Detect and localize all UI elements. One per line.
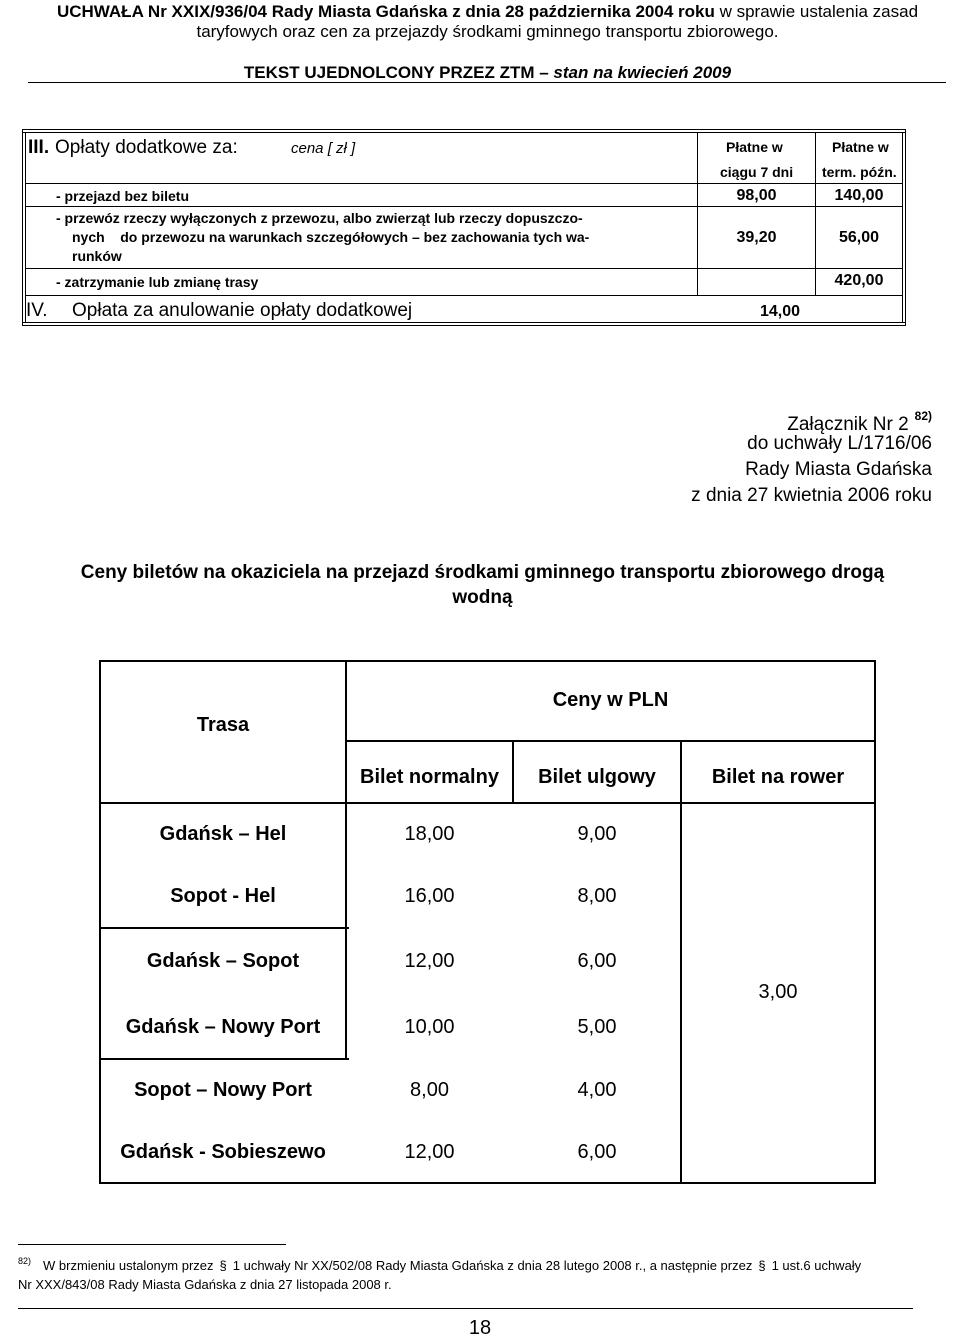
footnote-mark: 82) <box>18 1256 32 1266</box>
fee-col-sep-1 <box>697 132 698 295</box>
fee-row-value-late: 420,00 <box>834 272 884 289</box>
document-header-line1 <box>20 2 955 22</box>
resolution-subject: w sprawie ustalenia zasad <box>714 2 919 21</box>
row-normal-price: 8,00 <box>410 1079 449 1101</box>
attachment-date: z dnia 27 kwietnia 2006 roku <box>691 485 932 506</box>
fee-table-border-bottom <box>22 325 906 326</box>
col-header-route: Trasa <box>196 714 250 736</box>
row-normal-price: 12,00 <box>404 1141 455 1163</box>
fee-row-label: - zatrzymanie lub zmianę trasy <box>56 274 259 290</box>
body-row-separator-2 <box>99 1058 349 1060</box>
row-reduced-price: 8,00 <box>577 885 617 907</box>
footnote-text-3: 1 ust.6 uchwały <box>771 1258 862 1273</box>
fee-table-border-top <box>22 129 906 130</box>
fee-row-label-line2: nych do przewozu na warunkach szczegółowych – bez zachowania tych wa- <box>72 229 590 245</box>
body-col-separator-2 <box>345 927 347 1060</box>
fee-row-value-late: 56,00 <box>838 229 880 246</box>
prices-title <box>10 560 955 610</box>
row-reduced-price: 6,00 <box>577 1141 617 1163</box>
table-border-bottom <box>99 1182 876 1184</box>
attachment-resolution: do uchwały L/1716/06 <box>747 433 932 454</box>
col-header-normal: Bilet normalny <box>360 766 499 788</box>
fee-row-sep-1 <box>26 183 903 184</box>
table-border-left <box>99 660 101 1184</box>
footnote <box>18 1252 958 1294</box>
attachment-council: Rady Miasta Gdańska <box>745 459 932 480</box>
fee-section-number: III. <box>28 137 50 158</box>
row-route: Gdańsk - Sobieszewo <box>120 1141 326 1163</box>
fee-table-border-right <box>905 129 906 326</box>
row-reduced-price: 6,00 <box>577 950 617 972</box>
prices-title-line1: Ceny biletów na okaziciela na przejazd środkami gminnego transportu zbiorowego drogą <box>80 562 885 583</box>
fee-section4-number: IV. <box>26 300 48 321</box>
col-header-reduced: Bilet ulgowy <box>538 766 656 788</box>
body-col-separator-1 <box>345 802 347 927</box>
footnote-divider <box>18 1244 286 1245</box>
table-border-right <box>874 660 876 1184</box>
consolidated-text-label <box>20 62 955 84</box>
footnote-text-2: 1 uchwały Nr XX/502/08 Rady Miasta Gdańska z dnia 28 lutego 2008 r., a następnie przez <box>232 1258 753 1273</box>
row-route: Gdańsk – Hel <box>159 823 287 845</box>
row-normal-price: 12,00 <box>404 950 455 972</box>
page-number: 18 <box>468 1317 492 1339</box>
attachment-label: Załącznik Nr 2 <box>787 414 909 435</box>
fee-row-label: - przejazd bez biletu <box>56 188 190 204</box>
bike-ticket-price: 3,00 <box>758 981 798 1003</box>
footnote-text-1: W brzmieniu ustalonym przez <box>43 1258 214 1273</box>
row-reduced-price: 5,00 <box>577 1016 617 1038</box>
fee-col2-head-b: term. późn. <box>822 164 897 180</box>
body-row-separator <box>99 927 349 929</box>
row-normal-price: 18,00 <box>404 823 455 845</box>
header-body-separator <box>99 802 876 804</box>
fee-table-border-left <box>22 129 23 326</box>
row-route: Sopot - Hel <box>170 885 276 907</box>
prices-title-line2: wodną <box>452 587 513 608</box>
fee-row-value-7days: 98,00 <box>736 187 777 204</box>
row-reduced-price: 9,00 <box>577 823 617 845</box>
fee-row-sep-3 <box>26 268 903 269</box>
consolidated-text-date: stan na kwiecień 2009 <box>553 63 732 82</box>
fee-col2-head-a: Płatne w <box>832 139 889 155</box>
header-divider <box>28 82 946 83</box>
row-normal-price: 16,00 <box>404 885 455 907</box>
footnote-line1 <box>18 1252 958 1275</box>
row-route: Gdańsk – Sopot <box>146 950 300 972</box>
fee-row-label-line3: runków <box>72 248 122 264</box>
fee-row-label-line1: - przewóz rzeczy wyłączonych z przewozu, albo zwierząt lub rzeczy dopuszczo- <box>56 210 583 226</box>
fee-section4-value: 14,00 <box>759 303 801 320</box>
fee-col1-head-a: Płatne w <box>726 139 783 155</box>
consolidated-text-main: TEKST UJEDNOLCONY PRZEZ ZTM – <box>243 63 554 82</box>
col-header-bike: Bilet na rower <box>711 766 845 788</box>
row-reduced-price: 4,00 <box>577 1079 617 1101</box>
table-border-top <box>99 660 876 662</box>
fee-row-sep-4 <box>26 295 903 296</box>
footnote-line2: Nr XXX/843/08 Rady Miasta Gdańska z dnia 27 listopada 2008 r. <box>18 1277 392 1292</box>
row-route: Sopot – Nowy Port <box>134 1079 312 1101</box>
row-route: Gdańsk – Nowy Port <box>125 1016 321 1038</box>
page-footer-divider <box>18 1308 913 1309</box>
document-header-line2: taryfowych oraz cen za przejazdy środkami gminnego transportu zbiorowego. <box>196 22 779 41</box>
footnote-reference: 82) <box>914 409 932 423</box>
fee-table-border-top-inner <box>22 132 906 133</box>
fee-section4-title: Opłata za anulowanie opłaty dodatkowej <box>72 300 413 321</box>
section-sign-icon: § <box>219 1258 227 1273</box>
fee-row-value-7days: 39,20 <box>736 229 777 246</box>
row-normal-price: 10,00 <box>404 1016 455 1038</box>
col-header-prices: Ceny w PLN <box>552 689 669 711</box>
resolution-title: UCHWAŁA Nr XXIX/936/04 Rady Miasta Gdańska z dnia 28 października 2004 roku <box>56 2 715 21</box>
group-header-separator <box>345 740 874 742</box>
fee-col1-head-b: ciągu 7 dni <box>720 164 794 180</box>
fee-row-value-late: 140,00 <box>834 187 884 204</box>
section-sign-icon: § <box>758 1258 766 1273</box>
fee-row-sep-2 <box>26 206 903 207</box>
fee-section-title: Opłaty dodatkowe za: <box>55 137 238 158</box>
price-unit-label: cena [ zł ] <box>291 140 356 157</box>
